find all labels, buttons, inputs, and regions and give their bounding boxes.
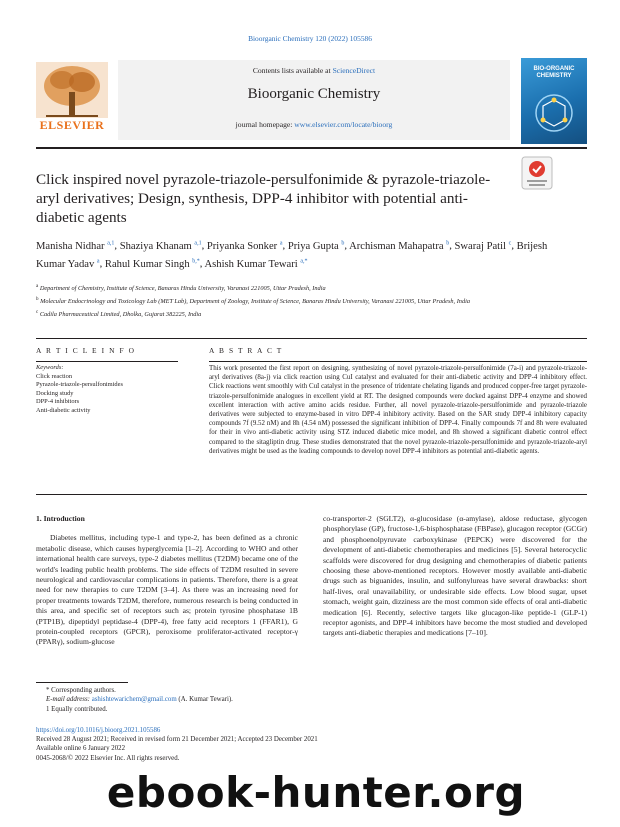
- body-left-column: [36, 514, 298, 648]
- abstract-text: This work presented the first report on designing, synthesizing of novel pyrazole-triazole-persulfonimide (7a-i) and pyrazole-triazole-aryl derivatives (8a-j) via click reaction using CuI catalyst and evaluated for their anti-diabetic activity and DPP-4 inhibitory effect. Click reactions went smoothly with CuI catalyst in the presence of tridentate chelating ligands and produced copper-free target pyrazole-triazole-persulfonimide analogues in excellent yield at RT. The designed compounds were docked against DPP-4 enzyme and showed excellent interaction with active amino acids residue. Further, all novel pyrazole-triazole-persulfonimide and pyrazole-triazole derivatives were subjected to enzyme-based in vitro DPP-4 inhibitory activity. Based on the SAR study DPP-4 inhibitory capacity compounds 7f (9.52 nM) and 8h (4.54 nM) possessed the significant inhibition of DPP-4. Finally compounds 7f and 8h were evaluated for their in vivo anti-diabetic activity using STZ induced diabetic mice model, and 8h showed a significant diabetic control effect compared to the sitagliptin drug. These studies demonstrated that the novel pyrazole-triazole-persulfonimide and pyrazole-triazole-aryl derivatives might be used as the leading compounds to develop novel DPP-4 inhibitors as potential anti-diabetic agents.: [209, 365, 587, 455]
- keywords-heading: Keywords:: [36, 364, 64, 371]
- author[interactable]: Priyanka Sonker $^a$: [206, 240, 283, 252]
- abstract-rule: [209, 361, 587, 362]
- author[interactable]: Ashish Kumar Tewari $^{a,*}$: [204, 258, 308, 270]
- email-link[interactable]: ashishtewarichem@gmail.com: [91, 696, 177, 704]
- keywords-block: [36, 364, 178, 415]
- homepage-line: [118, 120, 510, 129]
- author[interactable]: Brijesh Kumar Yadav $^a$: [36, 240, 548, 270]
- paragraph: co-transporter-2 (SGLT2), α-glucosidase (α-amylase), aldose reductase, glycogen phosphorylase (GP), fructose-1,6-bisphosphatase (FBPase), glucagon receptor (GCGr) and phosphoenolpyruvate carboxykinase (PEPCK) were discovered for the development of anti-diabetic chemotherapies and medicines [5]. Several heterocyclic scaffolds were discovered for drug designing and chemotherapies of diabetic patients choosing these above-mentioned receptors. However mostly available anti-diabetic drugs such as biguanides, insulin, and sulfonylureas have several drawbacks: short half-lives, oral unavailability, or undesirable side effects. Low blood sugar, upset stomach, weight gain, dizziness are the most common side effects of oral anti-diabetic medication [6]. Recently, selective targets like glucagon-like peptide-1 (GLP-1) receptor agonists, and DPP-4 inhibitors have become the most studied and developed targets anti-diabetic therapies and medications [7–10].: [323, 514, 587, 638]
- author[interactable]: Swaraj Patil $^c$: [454, 240, 512, 252]
- article-info-rule: [36, 361, 178, 362]
- abstract-heading: A B S T R A C T: [209, 346, 283, 355]
- publisher-logo-text: ELSEVIER: [39, 118, 105, 132]
- affiliation: $^a$ Department of Chemistry, Institute of Science, Banaras Hindu University, Varanasi 221005, Uttar Pradesh, India: [36, 284, 326, 293]
- footnotes: [36, 686, 436, 714]
- copyright: 0045-2068/© 2022 Elsevier Inc. All rights reserved.: [36, 754, 180, 762]
- footnote-rule: [36, 682, 128, 683]
- affiliations: [36, 282, 556, 321]
- cover-title: BIO-ORGANIC CHEMISTRY: [533, 66, 575, 79]
- cover-molecule-graphic: [529, 88, 579, 138]
- sciencedirect-link[interactable]: ScienceDirect: [332, 66, 376, 75]
- keyword: Anti-diabetic activity: [36, 406, 91, 414]
- email-note: E-mail address: ashishtewarichem@gmail.com (A. Kumar Tewari).: [46, 696, 233, 704]
- available-online: Available online 6 January 2022: [36, 745, 126, 753]
- author[interactable]: Priya Gupta $^b$: [287, 240, 345, 252]
- journal-cover-image: [521, 58, 587, 144]
- journal-title: Bioorganic Chemistry: [247, 86, 381, 102]
- keyword: DPP-4 inhibitors: [36, 398, 80, 405]
- article-info-heading: A R T I C L E I N F O: [36, 346, 136, 355]
- running-header[interactable]: Bioorganic Chemistry 120 (2022) 105586: [248, 34, 372, 43]
- watermark: ebook-hunter.org: [106, 768, 526, 817]
- affiliation: $^b$ Molecular Endocrinology and Toxicology Lab (MET Lab), Department of Zoology, Institute of Science, Banaras Hindu University, Varanasi 221005, Uttar Pradesh, India: [36, 297, 470, 306]
- check-for-updates-icon[interactable]: [521, 156, 553, 190]
- body-right-column: [323, 514, 587, 639]
- contents-prefix: Contents lists available at: [252, 66, 333, 75]
- article-title: Click inspired novel pyrazole-triazole-persulfonimide & pyrazole-triazole-aryl derivatives; Design, synthesis, DPP-4 inhibitor with potential anti-diabetic agents: [36, 171, 491, 226]
- abstract-bottom-rule: [36, 494, 587, 495]
- equal-contribution-note: 1 Equally contributed.: [46, 705, 108, 713]
- author[interactable]: Shaziya Khanam $^{a,1}$: [119, 240, 202, 252]
- header-rule: [36, 147, 587, 149]
- homepage-prefix: journal homepage:: [235, 120, 295, 129]
- contents-line: [118, 66, 510, 75]
- author-list: Manisha Nidhar $^{a,1}$, Shaziya Khanam $^{a,1}$, Priyanka Sonker $^a$, Priya Gupta $^b$, Archisman Mahapatra $^b$, Swaraj Patil $^c$, Brijesh Kumar Yadav $^a$, Rahul Kumar Singh $^{b,*}$, Ashish Kumar Tewari $^{a,*}$: [36, 240, 548, 270]
- paragraph: Diabetes mellitus, including type-1 and type-2, has been defined as a chronic metabolic disease, which causes hyperglycemia [1–2]. According to WHO and other international health care surveys, type-2 diabetes mellitus (T2DM) became one of the world's leading public health problems. The side effects of T2DM resulted in severe neurological and cardiovascular complications in patients. Therefore, there is a great need for new therapies to cure T2DM [3–4]. As there was an increasing need for proper treatments towards T2DM, therefore, numerous research is being conducted in this area, and specific set of receptors such as; protein tyrosine phosphatase 1B (PTP1B), dipeptidyl peptidase-4 (DPP-4), free fatty acid receptors 1 (FFAR1), G protein-coupled receptors (GPCR), peroxisome proliferator-activated receptor-γ (PPARγ), sodium-glucose: [36, 533, 298, 647]
- article-meta: [36, 726, 536, 763]
- keyword: Click reaction: [36, 372, 73, 380]
- doi-link[interactable]: https://doi.org/10.1016/j.bioorg.2021.105586: [36, 727, 161, 734]
- received-dates: Received 28 August 2021; Received in revised form 21 December 2021; Accepted 23 December 2021: [36, 736, 318, 744]
- affiliation: $^c$ Cadila Pharmaceutical Limited, Dholka, Gujarat 382225, India: [36, 310, 202, 319]
- section-heading: 1. Introduction: [36, 514, 85, 523]
- keyword: Pyrazole-triazole-persulfonimides: [36, 381, 123, 388]
- author[interactable]: Rahul Kumar Singh $^{b,*}$: [104, 258, 200, 270]
- corresponding-note: * Corresponding authors.: [46, 687, 116, 694]
- author[interactable]: Manisha Nidhar $^{a,1}$: [36, 240, 115, 252]
- section-rule: [36, 338, 587, 339]
- homepage-link[interactable]: www.elsevier.com/locate/bioorg: [294, 120, 393, 129]
- keyword: Docking study: [36, 389, 74, 397]
- author[interactable]: Archisman Mahapatra $^b$: [349, 240, 450, 252]
